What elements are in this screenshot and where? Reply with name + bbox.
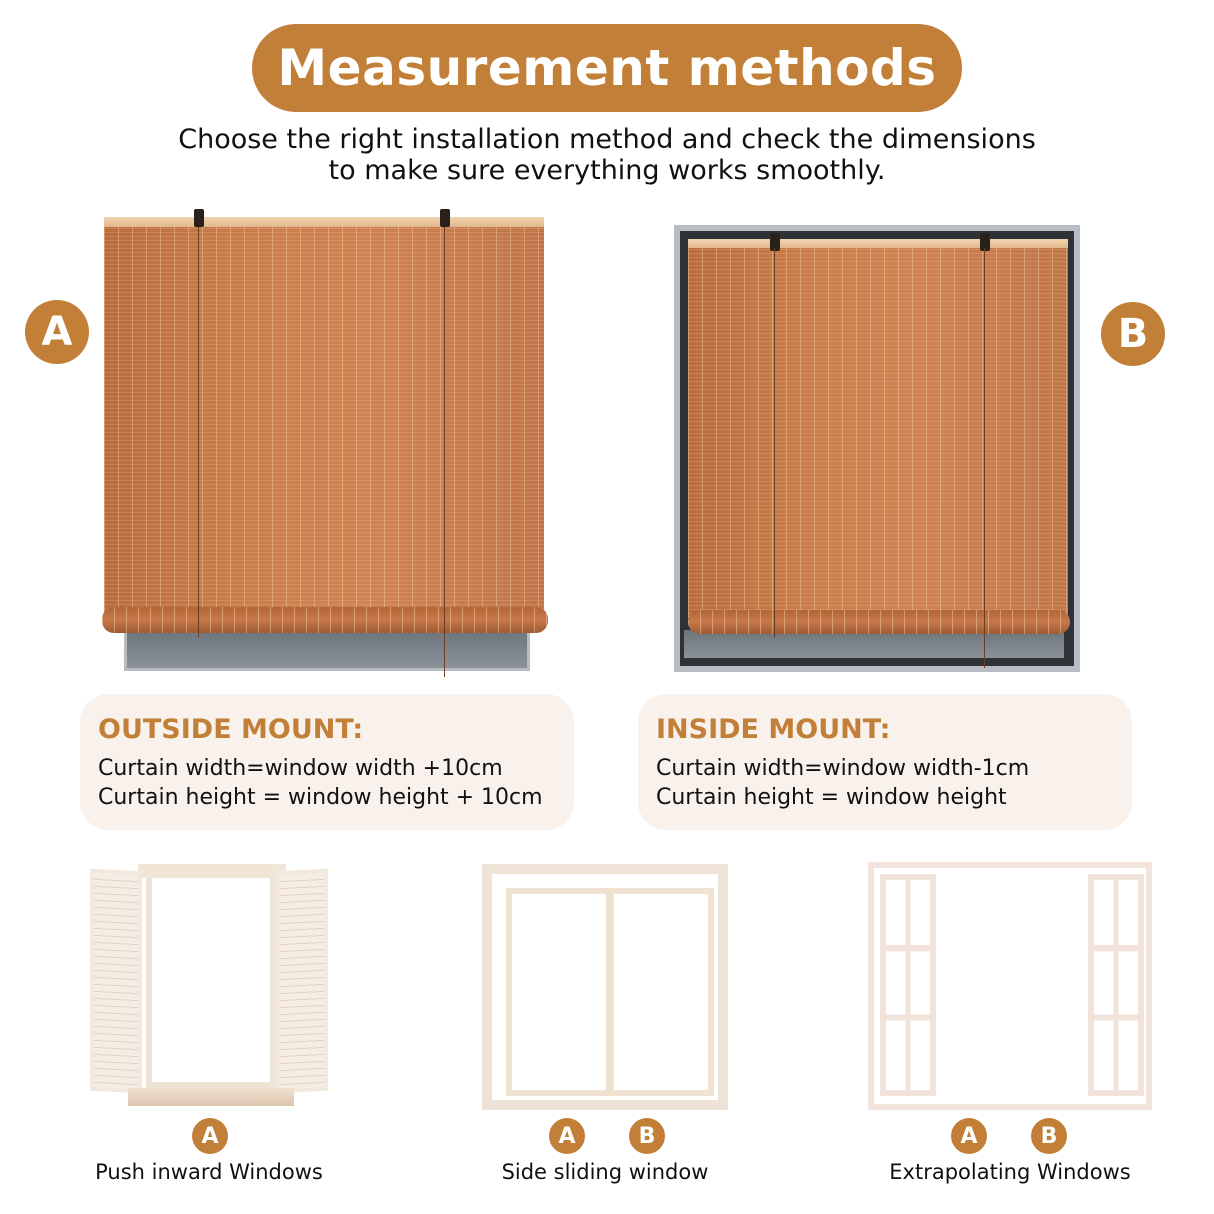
subtitle bbox=[100, 124, 1114, 186]
extrapolating-window-illustration bbox=[868, 862, 1152, 1110]
clip-icon bbox=[440, 209, 450, 227]
pull-cord bbox=[984, 248, 985, 668]
push-inward-window-illustration bbox=[88, 862, 330, 1110]
outside-mount-card bbox=[80, 694, 574, 830]
badge-b: B bbox=[1031, 1118, 1067, 1154]
left-casement bbox=[880, 874, 936, 1096]
window-divider bbox=[606, 888, 614, 1096]
pull-cord bbox=[774, 248, 775, 638]
side-sliding-window-illustration bbox=[482, 864, 728, 1110]
badge-a: A bbox=[549, 1118, 585, 1154]
pull-cord bbox=[444, 227, 445, 677]
inside-mount-card bbox=[638, 694, 1132, 830]
bamboo-blind bbox=[688, 248, 1068, 618]
badge-b: B bbox=[1101, 302, 1165, 366]
window-label-extrapolating: Extrapolating Windows bbox=[889, 1160, 1131, 1184]
window-opening bbox=[146, 878, 276, 1088]
clip-icon bbox=[194, 209, 204, 227]
outside-mount-height: Curtain height = window height + 10cm bbox=[98, 785, 543, 810]
blind-roll bbox=[102, 607, 548, 633]
badge-a: A bbox=[192, 1118, 228, 1154]
inside-mount-title: INSIDE MOUNT: bbox=[656, 714, 891, 745]
inside-mount-illustration bbox=[674, 225, 1080, 672]
bamboo-blind bbox=[104, 227, 544, 617]
badge-b: B bbox=[629, 1118, 665, 1154]
subtitle-line-1: Choose the right installation method and check the dimensions bbox=[178, 124, 1036, 155]
outside-mount-illustration bbox=[104, 205, 550, 675]
pull-cord bbox=[198, 227, 199, 637]
window-label-side-sliding: Side sliding window bbox=[501, 1160, 709, 1184]
blind-roll bbox=[688, 610, 1070, 634]
left-shutter bbox=[90, 869, 142, 1094]
outside-mount-title: OUTSIDE MOUNT: bbox=[98, 714, 364, 745]
window-sill bbox=[684, 630, 1064, 658]
right-casement bbox=[1088, 874, 1144, 1096]
subtitle-line-2: to make sure everything works smoothly. bbox=[328, 155, 886, 186]
inside-mount-height: Curtain height = window height bbox=[656, 785, 1007, 810]
window-header bbox=[138, 864, 286, 878]
badge-a: A bbox=[951, 1118, 987, 1154]
window-sill bbox=[128, 1088, 294, 1106]
badge-a: A bbox=[25, 300, 89, 364]
window-label-push-inward: Push inward Windows bbox=[95, 1160, 323, 1184]
blind-rail bbox=[104, 217, 544, 227]
clip-icon bbox=[770, 233, 780, 251]
clip-icon bbox=[980, 233, 990, 251]
outside-mount-width: Curtain width=window width +10cm bbox=[98, 756, 503, 781]
right-shutter bbox=[276, 869, 328, 1094]
page-title: Measurement methods bbox=[277, 39, 937, 97]
inside-mount-width: Curtain width=window width-1cm bbox=[656, 756, 1030, 781]
blind-rail bbox=[688, 239, 1068, 248]
title-banner bbox=[252, 24, 962, 112]
